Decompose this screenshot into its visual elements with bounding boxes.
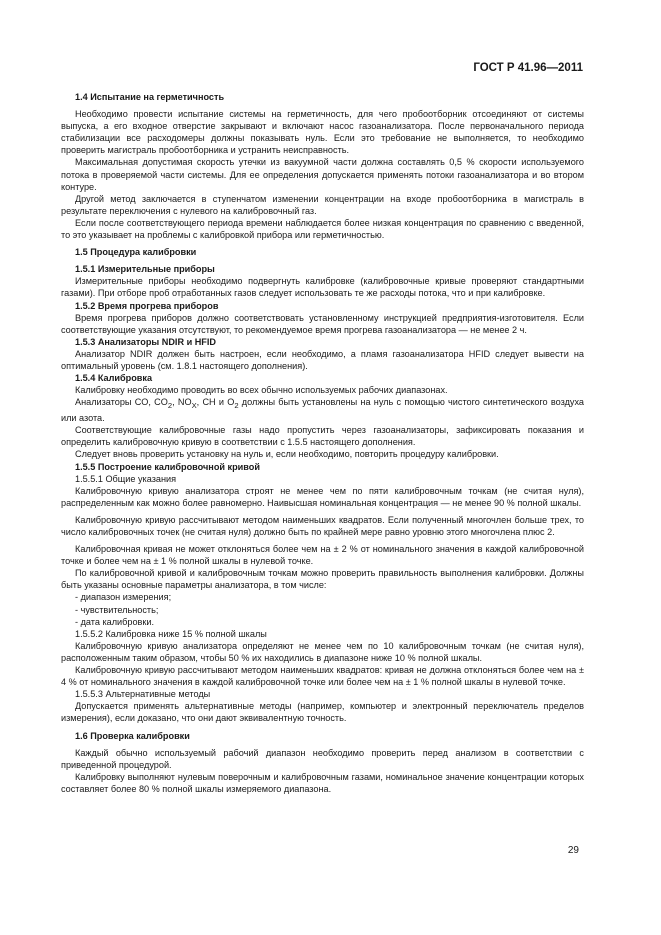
clause-heading: 1.5.5.1 Общие указания bbox=[75, 473, 177, 484]
text-fragment: , NO bbox=[172, 397, 192, 408]
clause-heading: 1.5.5.3 Альтернативные методы bbox=[75, 689, 211, 700]
paragraph: Время прогрева приборов должно соответствовать установленному инструкцией предприятия-изготовителя. Если соответствующие указания отсутствуют, то рекомендуемое время прогрева газоанализатора — не менее 2 ч. bbox=[61, 312, 584, 335]
clause-heading: 1.5.5.2 Калибровка ниже 15 % полной шкалы bbox=[75, 628, 267, 639]
paragraph: Другой метод заключается в ступенчатом изменении концентрации на входе пробоотборника в магистраль в результате переключения с нулевого на калибровочный газ. bbox=[61, 193, 584, 216]
text-fragment: Анализаторы CO, CO bbox=[75, 397, 168, 408]
subsection-heading: 1.5.1 Измерительные приборы bbox=[75, 264, 215, 275]
paragraph: Калибровочную кривую анализатора строят не менее чем по пяти калибровочным точкам (не считая нуля), распределенным как можно более равномерно. Наивысшая номинальная концентрация — не менее 90 % полной шкалы. bbox=[61, 485, 584, 508]
paragraph: Калибровку необходимо проводить во всех обычно используемых рабочих диапазонах. bbox=[75, 385, 448, 396]
paragraph: По калибровочной кривой и калибровочным точкам можно проверить правильность выполнения калибровки. Должны быть указаны основные параметры анализатора, в том числе: bbox=[61, 568, 584, 591]
text-fragment: должны быть установлены на нуль с помощью чистого синтетического воздуха или азота. bbox=[61, 397, 585, 424]
subsection-heading: 1.5.4 Калибровка bbox=[75, 373, 153, 384]
paragraph: Следует вновь проверить установку на нуль и, если необходимо, повторить процедуру калибровки. bbox=[75, 449, 499, 460]
page-content bbox=[61, 91, 584, 795]
paragraph: Калибровочную кривую рассчитывают методом наименьших квадратов: кривая не должна отклоняться более чем на ± 4 % от номинального значения в каждой калибровочной точке или более чем на ± 1 % полной шкалы в нулевой точке. bbox=[61, 665, 584, 688]
paragraph: Допускается применять альтернативные методы (например, компьютер и электронный переключатель пределов измерения), если доказано, что они дают эквивалентную точность. bbox=[61, 701, 584, 724]
subscript: 2 bbox=[234, 401, 239, 411]
list-item: - дата калибровки. bbox=[75, 616, 154, 627]
paragraph: Анализатор NDIR должен быть настроен, если необходимо, а пламя газоанализатора HFID следует вывести на оптимальный уровень (см. 1.8.1 настоящего дополнения). bbox=[61, 348, 584, 371]
section-heading: 1.4 Испытание на герметичность bbox=[75, 92, 225, 102]
paragraph: Каждый обычно используемый рабочий диапазон необходимо проверить перед анализом в соответствии с приведенной процедурой. bbox=[61, 747, 584, 770]
subsection-heading: 1.5.5 Построение калибровочной кривой bbox=[75, 461, 260, 472]
section-heading: 1.6 Проверка калибровки bbox=[75, 730, 190, 741]
paragraph: Измерительные приборы необходимо подвергнуть калибровке (калибровочные кривые проверяют стандартными газами). При отборе проб отработанных газов следует использовать те же расходы потока, что и при калибровке. bbox=[61, 276, 584, 299]
subsection-heading: 1.5.2 Время прогрева приборов bbox=[75, 300, 219, 311]
paragraph: Калибровку выполняют нулевым поверочным и калибровочным газами, номинальное значение концентрации которых составляет более 80 % полной шкалы измеряемого диапазона. bbox=[61, 771, 584, 794]
list-item: - чувствительность; bbox=[75, 604, 159, 615]
text-fragment: , CH и O bbox=[196, 397, 235, 408]
paragraph: Соответствующие калибровочные газы надо пропустить через газоанализаторы, зафиксировать показания и определить калибровочную кривую в соответствии с 1.5.5 настоящего дополнения. bbox=[61, 425, 584, 448]
subsection-heading: 1.5.3 Анализаторы NDIR и HFID bbox=[75, 336, 217, 347]
subscript: X bbox=[191, 401, 197, 411]
paragraph: Калибровочную кривую рассчитывают методом наименьших квадратов. Если полученный многочлен больше трех, то число калибровочных точек (не считая нуля) должно быть по крайней мере равно уровню этого многочлена плюс 2. bbox=[61, 514, 584, 538]
paragraph: Калибровочная кривая не может отклоняться более чем на ± 2 % от номинального значения в каждой калибровочной точке и более чем на ± 1 % полной шкалы в нулевой точке. bbox=[61, 544, 584, 567]
paragraph: Максимальная допустимая скорость утечки из вакуумной части должна составлять 0,5 % скорости используемого потока в проверяемой части системы. Для ее определения допускается применять потоки газоанализатора и во втором контуре. bbox=[61, 157, 584, 192]
section-heading: 1.5 Процедура калибровки bbox=[75, 247, 197, 258]
subscript: 2 bbox=[167, 401, 173, 411]
paragraph bbox=[61, 396, 584, 424]
paragraph: Необходимо провести испытание системы на герметичность, для чего пробоотборник отсоединяют от системы выпуска, а его входное отверстие закрывают и включают насос газоанализатора. После первоначального периода стабилизации все расходомеры должны показывать нуль. Если это требование не выполняется, то необходимо проверить магистраль пробоотборника и устранить неисправность. bbox=[61, 109, 584, 156]
document-code: ГОСТ Р 41.96—2011 bbox=[473, 62, 583, 74]
paragraph: Калибровочную кривую анализатора определяют не менее чем по 10 калибровочным точкам (не считая нуля), расположенным таким образом, чтобы 50 % их находились в диапазоне ниже 10 % полной шкалы. bbox=[61, 640, 584, 663]
list-item: - диапазон измерения; bbox=[75, 592, 172, 603]
page-number: 29 bbox=[567, 845, 579, 856]
paragraph: Если после соответствующего периода времени наблюдается более низкая концентрация по сравнению с введенной, то это указывает на проблемы с калибровкой прибора или герметичностью. bbox=[61, 217, 584, 241]
